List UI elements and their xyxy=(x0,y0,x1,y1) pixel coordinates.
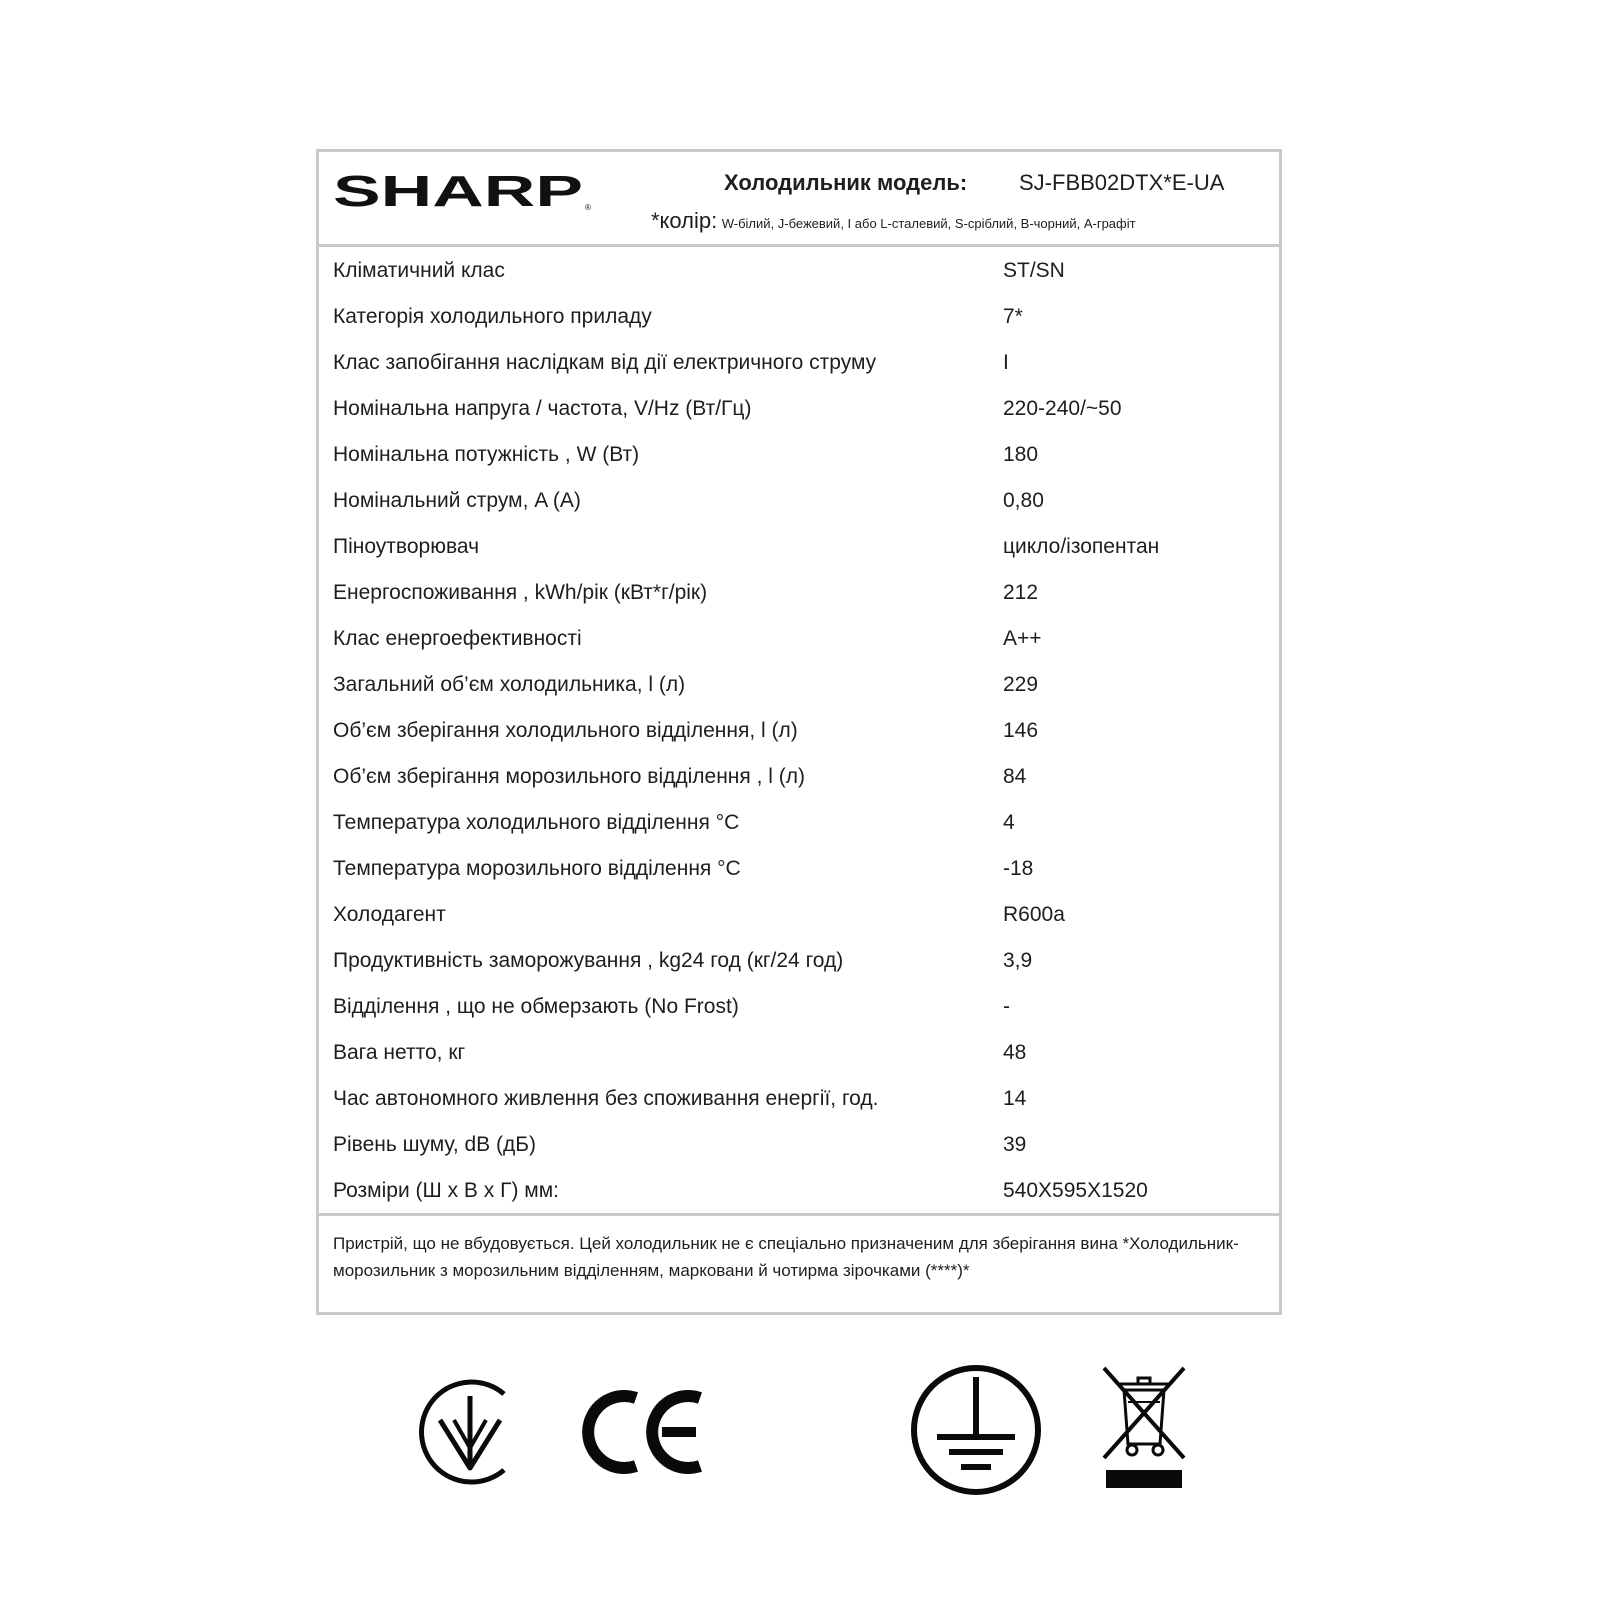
spec-value: 0,80 xyxy=(1003,489,1044,512)
spec-row xyxy=(319,1167,1279,1213)
spec-row xyxy=(319,431,1279,477)
spec-row xyxy=(319,799,1279,845)
spec-row xyxy=(319,1029,1279,1075)
spec-label: Температура морозильного відділення °C xyxy=(333,857,741,880)
spec-value: 14 xyxy=(1003,1087,1027,1110)
spec-label: Клас енергоефективності xyxy=(333,627,582,650)
spec-row xyxy=(319,753,1279,799)
spec-row xyxy=(319,707,1279,753)
spec-value: 146 xyxy=(1003,719,1039,742)
spec-value: ST/SN xyxy=(1003,259,1065,282)
protective-earth-icon xyxy=(909,1363,1043,1497)
color-values: W-білий, J-бежевий, I або L-сталевий, S-сріблий, B-чорний, A-графіт xyxy=(721,216,1136,231)
spec-label: Вага нетто, кг xyxy=(333,1041,466,1064)
spec-value: 180 xyxy=(1003,443,1039,466)
sharp-logo xyxy=(333,168,595,212)
spec-value: 48 xyxy=(1003,1041,1027,1064)
spec-label: Кліматичний клас xyxy=(333,259,505,282)
spec-label: Об’єм зберігання морозильного відділення , l (л) xyxy=(333,765,806,788)
ce-mark-icon xyxy=(580,1390,706,1474)
spec-value: 4 xyxy=(1003,811,1015,834)
spec-label: Розміри (Ш х В х Г) мм: xyxy=(333,1179,559,1202)
spec-value: 212 xyxy=(1003,581,1039,604)
spec-row xyxy=(319,385,1279,431)
spec-label: Рівень шуму, dB (дБ) xyxy=(333,1133,537,1156)
spec-value: A++ xyxy=(1003,627,1042,650)
spec-value: 229 xyxy=(1003,673,1039,696)
spec-row xyxy=(319,293,1279,339)
spec-row xyxy=(319,1075,1279,1121)
spec-row xyxy=(319,983,1279,1029)
spec-label: Піноутворювач xyxy=(333,535,480,558)
spec-label: Загальний об’єм холодильника, l (л) xyxy=(333,673,686,696)
spec-row xyxy=(319,247,1279,293)
spec-value: -18 xyxy=(1003,857,1034,880)
footer-note: Пристрій, що не вбудовується. Цей холодильник не є спеціально призначеним для зберігання вина *Холодильник-морозильник з морозильним відділенням, марковани й чотирма зірочками (****)* xyxy=(333,1234,1239,1280)
spec-row xyxy=(319,845,1279,891)
spec-row xyxy=(319,661,1279,707)
model-value: SJ-FBB02DTX*E-UA xyxy=(1019,170,1225,195)
model-caption: Холодильник модель: xyxy=(724,170,968,195)
color-line xyxy=(651,208,1136,234)
spec-label: Категорія холодильного приладу xyxy=(333,305,652,328)
svg-text:®: ® xyxy=(585,203,591,212)
spec-label: Час автономного живлення без споживання енергії, год. xyxy=(333,1087,879,1110)
spec-row xyxy=(319,569,1279,615)
spec-label: Номінальна потужність , W (Вт) xyxy=(333,443,640,466)
spec-row xyxy=(319,937,1279,983)
spec-value: I xyxy=(1003,351,1009,374)
spec-value: 39 xyxy=(1003,1133,1027,1156)
spec-value: R600a xyxy=(1003,903,1065,926)
spec-row xyxy=(319,891,1279,937)
rating-label-card xyxy=(316,149,1282,1315)
spec-label: Клас запобігання наслідкам від дії електричного струму xyxy=(333,351,877,374)
spec-label: Продуктивність заморожування , kg24 год (кг/24 год) xyxy=(333,949,844,972)
spec-label: Холодагент xyxy=(333,903,446,926)
spec-label: Номінальна напруга / частота, V/Hz (Вт/Гц) xyxy=(333,397,752,420)
spec-row xyxy=(319,1121,1279,1167)
spec-value: 540X595X1520 xyxy=(1003,1179,1148,1202)
weee-crossed-bin-icon xyxy=(1100,1362,1188,1492)
spec-label: Енергоспоживання , kWh/рік (кВт*г/рік) xyxy=(333,581,708,604)
spec-value: цикло/ізопентан xyxy=(1003,535,1160,558)
spec-value: 3,9 xyxy=(1003,949,1033,972)
spec-row xyxy=(319,615,1279,661)
spec-row xyxy=(319,339,1279,385)
spec-value: - xyxy=(1003,995,1010,1018)
sharp-logo-text: SHARP xyxy=(333,168,583,212)
spec-table xyxy=(319,247,1279,1213)
spec-label: Номінальний струм, A (A) xyxy=(333,489,581,512)
spec-label: Об’єм зберігання холодильного відділення, l (л) xyxy=(333,719,798,742)
spec-value: 220-240/~50 xyxy=(1003,397,1122,420)
label-footer xyxy=(319,1213,1279,1315)
spec-label: Температура холодильного відділення °C xyxy=(333,811,740,834)
spec-row xyxy=(319,477,1279,523)
label-header xyxy=(319,152,1279,247)
ukrainian-conformity-mark-icon xyxy=(416,1376,524,1488)
color-label: *колір: xyxy=(651,208,718,233)
spec-value: 7* xyxy=(1003,305,1023,328)
spec-value: 84 xyxy=(1003,765,1027,788)
spec-row xyxy=(319,523,1279,569)
spec-label: Відділення , що не обмерзають (No Frost) xyxy=(333,995,739,1018)
